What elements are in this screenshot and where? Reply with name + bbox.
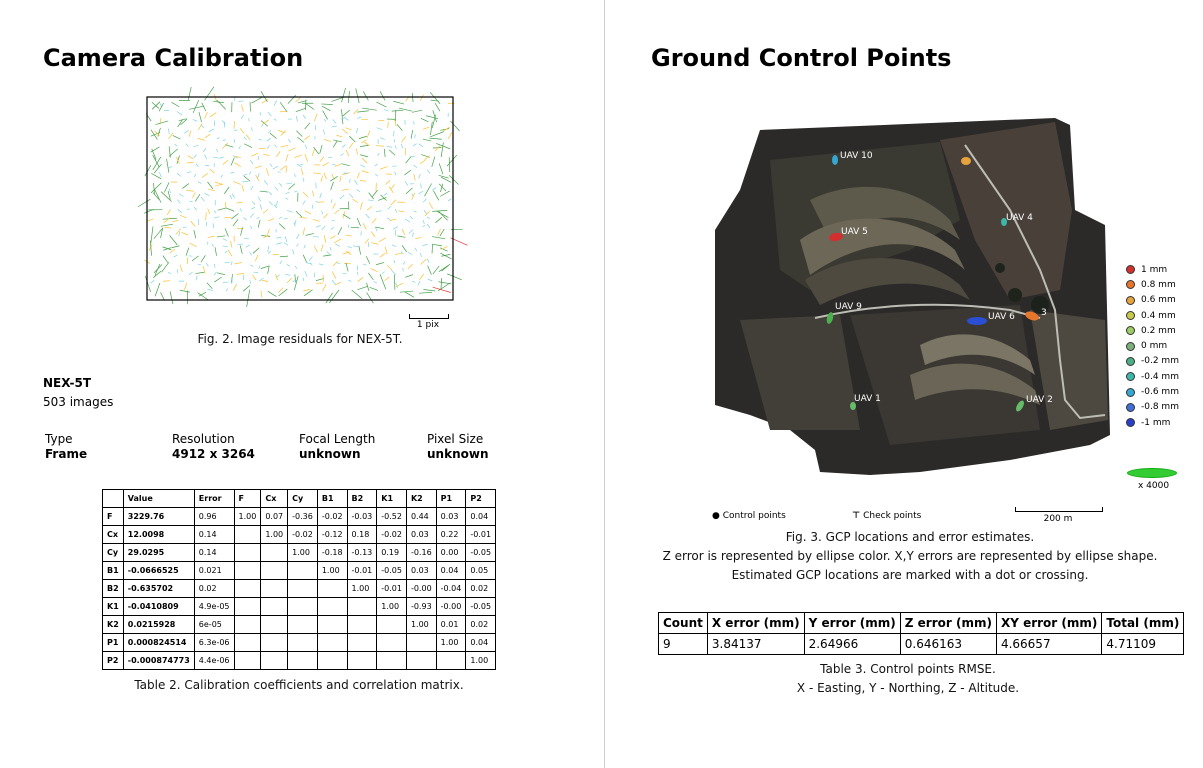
calib-cell: 29.0295: [123, 544, 194, 562]
calib-cell: -0.02: [377, 526, 407, 544]
rmse-cell: 9: [659, 634, 708, 655]
legend-label: -0.2 mm: [1141, 356, 1179, 367]
calib-cell: -0.635702: [123, 580, 194, 598]
gcp-caption-line-1: Fig. 3. GCP locations and error estimates.: [785, 530, 1035, 544]
calib-table-row: [103, 562, 496, 580]
calib-cell: [317, 580, 347, 598]
image-residuals-plot: [110, 70, 510, 320]
calib-cell: -0.05: [466, 544, 496, 562]
calib-cell: [234, 598, 261, 616]
legend-item: [1126, 384, 1179, 399]
legend-label: 1 mm: [1141, 264, 1168, 275]
calib-cell: 0.14: [194, 526, 234, 544]
calib-header-cell: K1: [377, 490, 407, 508]
legend-color-swatch: [1126, 326, 1135, 335]
xy-scale-label: x 4000: [1138, 481, 1170, 491]
key-check-label: Check points: [863, 511, 922, 521]
rmse-table-header: [659, 613, 1184, 634]
calib-cell: -0.93: [406, 598, 436, 616]
legend-color-swatch: [1126, 265, 1135, 274]
gcp-marker-uav10: [832, 155, 838, 165]
calib-cell: 0.04: [466, 634, 496, 652]
legend-label: 0.8 mm: [1141, 279, 1176, 290]
spec-focal-length-label: Focal Length: [299, 432, 376, 446]
legend-color-swatch: [1126, 403, 1135, 412]
legend-label: 0 mm: [1141, 341, 1168, 352]
rmse-header-cell: Z error (mm): [900, 613, 996, 634]
calib-cell: 0.14: [194, 544, 234, 562]
calib-cell: [261, 652, 288, 670]
legend-label: 0.4 mm: [1141, 310, 1176, 321]
calib-cell: P1: [103, 634, 124, 652]
legend-item: [1126, 293, 1179, 308]
calib-table-row: [103, 652, 496, 670]
calib-cell: [347, 616, 377, 634]
spec-type: [45, 432, 87, 462]
spec-pixel-size: [427, 432, 488, 462]
calib-cell: 0.19: [377, 544, 407, 562]
calib-cell: [234, 634, 261, 652]
spec-type-label: Type: [45, 432, 73, 446]
calib-table-row: [103, 634, 496, 652]
calib-cell: [317, 634, 347, 652]
calibration-table: [102, 489, 496, 670]
legend-label: -0.6 mm: [1141, 387, 1179, 398]
calib-table-row: [103, 616, 496, 634]
rmse-header-cell: XY error (mm): [996, 613, 1101, 634]
calib-header-cell: Cx: [261, 490, 288, 508]
calib-cell: [288, 580, 318, 598]
calib-cell: 0.18: [347, 526, 377, 544]
calib-cell: 1.00: [406, 616, 436, 634]
residual-scale-label: 1 pix: [416, 320, 440, 330]
calib-cell: [406, 634, 436, 652]
calib-cell: 1.00: [261, 526, 288, 544]
calib-cell: 0.44: [406, 508, 436, 526]
map-scale-bar: [1015, 507, 1103, 512]
gcp-label: UAV 5: [841, 227, 868, 237]
calib-cell: [406, 652, 436, 670]
legend-color-swatch: [1126, 418, 1135, 427]
calib-header-cell: P1: [436, 490, 466, 508]
calib-cell: 0.03: [436, 508, 466, 526]
calib-cell: [347, 598, 377, 616]
calib-cell: 4.4e-06: [194, 652, 234, 670]
spec-pixel-size-value: unknown: [427, 447, 489, 461]
calib-cell: -0.000874773: [123, 652, 194, 670]
rmse-header-cell: Count: [659, 613, 708, 634]
legend-color-swatch: [1126, 296, 1135, 305]
calib-cell: [288, 616, 318, 634]
calib-cell: [317, 616, 347, 634]
gcp-label: UAV 1: [854, 394, 881, 404]
calib-cell: -0.05: [466, 598, 496, 616]
gcp-label: UAV 9: [835, 302, 862, 312]
calib-cell: -0.52: [377, 508, 407, 526]
legend-item: [1126, 400, 1179, 415]
calib-header-cell: F: [234, 490, 261, 508]
gcp-marker-top-right: [961, 157, 971, 165]
calib-cell: -0.18: [317, 544, 347, 562]
rmse-table: [658, 612, 1184, 655]
legend-item: [1126, 338, 1179, 353]
calib-cell: -0.0410809: [123, 598, 194, 616]
calib-cell: 3229.76: [123, 508, 194, 526]
legend-label: 0.2 mm: [1141, 325, 1176, 336]
gcp-caption-line-2: Z error is represented by ellipse color. X,Y errors are represented by ellipse shape.: [662, 549, 1158, 563]
calib-table-row: [103, 544, 496, 562]
legend-label: -1 mm: [1141, 417, 1171, 428]
rmse-table-row: [659, 634, 1184, 655]
gcp-label: UAV 10: [840, 151, 873, 161]
gcp-label: UAV 6: [988, 312, 1015, 322]
calib-cell: 1.00: [436, 634, 466, 652]
calib-header-cell: Cy: [288, 490, 318, 508]
calib-cell: 0.96: [194, 508, 234, 526]
camera-image-count: 503 images: [43, 395, 114, 409]
calib-cell: [288, 598, 318, 616]
xy-scale-ellipse: [1127, 468, 1177, 478]
gcp-caption-line-3: Estimated GCP locations are marked with a dot or crossing.: [731, 568, 1089, 582]
calib-header-cell: Value: [123, 490, 194, 508]
calib-cell: 0.04: [466, 508, 496, 526]
calib-cell: K1: [103, 598, 124, 616]
calib-cell: 0.02: [466, 616, 496, 634]
calib-cell: [261, 562, 288, 580]
calib-header-cell: K2: [406, 490, 436, 508]
calib-cell: 0.0215928: [123, 616, 194, 634]
legend-item: [1126, 308, 1179, 323]
calib-cell: 0.021: [194, 562, 234, 580]
gcp-map: [710, 100, 1130, 500]
z-error-legend: [1126, 262, 1179, 430]
rmse-header-cell: Y error (mm): [804, 613, 900, 634]
calib-cell: Cx: [103, 526, 124, 544]
page-divider: [604, 0, 605, 768]
rmse-caption-line-1: Table 3. Control points RMSE.: [820, 662, 996, 676]
rmse-cell: 4.66657: [996, 634, 1101, 655]
rmse-caption-line-2: X - Easting, Y - Northing, Z - Altitude.: [796, 681, 1020, 695]
check-point-cross-icon: ⊤: [852, 511, 861, 521]
spec-focal-length-value: unknown: [299, 447, 361, 461]
legend-item: [1126, 369, 1179, 384]
calib-cell: 1.00: [234, 508, 261, 526]
calib-cell: 0.000824514: [123, 634, 194, 652]
calib-cell: -0.02: [317, 508, 347, 526]
calib-cell: -0.01: [347, 562, 377, 580]
calib-cell: -0.04: [436, 580, 466, 598]
calib-cell: 12.0098: [123, 526, 194, 544]
legend-color-swatch: [1126, 342, 1135, 351]
calib-cell: [317, 652, 347, 670]
calib-cell: [261, 634, 288, 652]
calib-header-cell: P2: [466, 490, 496, 508]
rmse-header-cell: Total (mm): [1102, 613, 1184, 634]
calib-cell: [347, 634, 377, 652]
calib-cell: [288, 634, 318, 652]
calib-header-cell: B1: [317, 490, 347, 508]
calib-cell: [377, 634, 407, 652]
spec-focal-length: [299, 432, 375, 462]
calib-cell: [234, 616, 261, 634]
calib-cell: -0.03: [347, 508, 377, 526]
calib-cell: -0.0666525: [123, 562, 194, 580]
calib-cell: 1.00: [317, 562, 347, 580]
calib-cell: -0.05: [377, 562, 407, 580]
gcp-label: UAV 2: [1026, 395, 1053, 405]
rmse-cell: 4.71109: [1102, 634, 1184, 655]
calib-cell: [377, 616, 407, 634]
calib-cell: -0.36: [288, 508, 318, 526]
page-title-camera-calibration: Camera Calibration: [43, 44, 304, 72]
calib-cell: [288, 562, 318, 580]
calib-cell: -0.02: [288, 526, 318, 544]
calib-cell: 0.03: [406, 562, 436, 580]
calib-cell: 1.00: [377, 598, 407, 616]
calib-cell: [317, 598, 347, 616]
calib-header-cell: Error: [194, 490, 234, 508]
legend-label: 0.6 mm: [1141, 295, 1176, 306]
calib-header-cell: B2: [347, 490, 377, 508]
spec-resolution-label: Resolution: [172, 432, 235, 446]
legend-label: -0.4 mm: [1141, 371, 1179, 382]
legend-item: [1126, 415, 1179, 430]
calib-cell: 0.00: [436, 544, 466, 562]
calib-cell: -0.01: [466, 526, 496, 544]
residual-scale-bar: [409, 314, 449, 319]
calib-cell: 0.04: [436, 562, 466, 580]
gcp-orthophoto: [710, 100, 1130, 500]
calib-table-row: [103, 508, 496, 526]
rmse-cell: 3.84137: [707, 634, 804, 655]
calib-cell: 0.03: [406, 526, 436, 544]
calib-cell: 0.07: [261, 508, 288, 526]
calib-cell: [377, 652, 407, 670]
calib-cell: P2: [103, 652, 124, 670]
calib-cell: [261, 616, 288, 634]
legend-item: [1126, 323, 1179, 338]
key-check-points: [852, 511, 921, 521]
legend-color-swatch: [1126, 311, 1135, 320]
calib-cell: [436, 652, 466, 670]
calibration-table-caption: Table 2. Calibration coefficients and correlation matrix.: [134, 678, 464, 692]
calib-cell: 0.05: [466, 562, 496, 580]
calib-cell: -0.12: [317, 526, 347, 544]
calib-cell: 0.01: [436, 616, 466, 634]
calib-cell: [234, 526, 261, 544]
calib-table-row: [103, 526, 496, 544]
calib-cell: -0.16: [406, 544, 436, 562]
calib-cell: 6.3e-06: [194, 634, 234, 652]
legend-item: [1126, 262, 1179, 277]
spec-resolution: [172, 432, 255, 462]
legend-item: [1126, 277, 1179, 292]
calib-cell: [347, 652, 377, 670]
gcp-label: UAV 4: [1006, 213, 1033, 223]
control-point-dot-icon: ●: [712, 511, 720, 521]
calib-cell: K2: [103, 616, 124, 634]
calib-cell: B2: [103, 580, 124, 598]
rmse-cell: 0.646163: [900, 634, 996, 655]
residual-vectors: [110, 70, 510, 320]
calib-cell: 1.00: [466, 652, 496, 670]
legend-color-swatch: [1126, 372, 1135, 381]
page-title-ground-control-points: Ground Control Points: [651, 44, 952, 72]
key-control-points: [712, 511, 786, 521]
calib-cell: -0.00: [436, 598, 466, 616]
calib-cell: [288, 652, 318, 670]
key-control-label: Control points: [722, 511, 786, 521]
rmse-header-cell: X error (mm): [707, 613, 804, 634]
residual-caption: Fig. 2. Image residuals for NEX-5T.: [197, 332, 403, 346]
calib-cell: -0.13: [347, 544, 377, 562]
calib-cell: 1.00: [288, 544, 318, 562]
legend-color-swatch: [1126, 357, 1135, 366]
camera-name: NEX-5T: [43, 376, 92, 390]
calib-cell: [234, 580, 261, 598]
gcp-label: 3: [1041, 308, 1047, 318]
calib-cell: 0.02: [194, 580, 234, 598]
calib-cell: -0.01: [377, 580, 407, 598]
legend-label: -0.8 mm: [1141, 402, 1179, 413]
calib-cell: F: [103, 508, 124, 526]
calib-table-row: [103, 580, 496, 598]
legend-color-swatch: [1126, 280, 1135, 289]
calib-cell: [234, 652, 261, 670]
calib-header-cell: [103, 490, 124, 508]
gcp-marker-uav6: [967, 317, 987, 325]
calib-cell: [234, 544, 261, 562]
spec-pixel-size-label: Pixel Size: [427, 432, 484, 446]
calib-cell: [261, 598, 288, 616]
calib-cell: 1.00: [347, 580, 377, 598]
spec-type-value: Frame: [45, 447, 88, 461]
legend-item: [1126, 354, 1179, 369]
calib-cell: Cy: [103, 544, 124, 562]
calib-cell: [261, 544, 288, 562]
rmse-cell: 2.64966: [804, 634, 900, 655]
calib-cell: [261, 580, 288, 598]
spec-resolution-value: 4912 x 3264: [172, 447, 255, 461]
calib-cell: 6e-05: [194, 616, 234, 634]
calib-cell: -0.00: [406, 580, 436, 598]
calib-table-row: [103, 598, 496, 616]
calib-cell: B1: [103, 562, 124, 580]
calib-cell: [234, 562, 261, 580]
calib-cell: 0.02: [466, 580, 496, 598]
calib-cell: 4.9e-05: [194, 598, 234, 616]
map-scale-label: 200 m: [1043, 514, 1073, 524]
legend-color-swatch: [1126, 388, 1135, 397]
calib-cell: 0.22: [436, 526, 466, 544]
calibration-table-header: [103, 490, 496, 508]
